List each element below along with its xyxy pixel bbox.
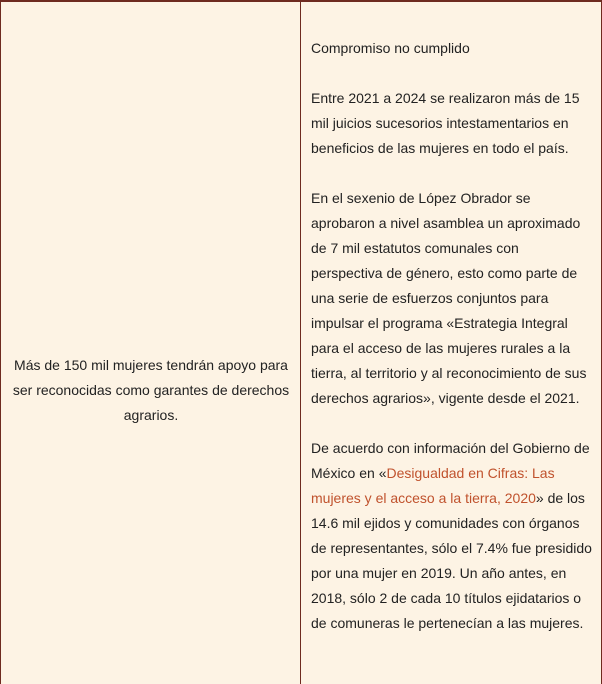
paragraph-3-intro: De acuerdo con información del Gobierno de México en « (311, 440, 590, 481)
paragraph-3-rest: » de los 14.6 mil ejidos y comunidades con órganos de representantes, sólo el 7.4% fue presidido por una mujer en 2019. Un año antes, en 2018, sólo 2 de cada 10 títulos ejidatarios o de comuneras le pertenecían a las mujeres. (311, 490, 592, 631)
commitment-text: Más de 150 mil mujeres tendrán apoyo para ser reconocidas como garantes de derechos agrarios. (12, 356, 290, 423)
desigualdad-en-cifras-link[interactable]: Desigualdad en Cifras: Las mujeres y el acceso a la tierra, 2020 (311, 465, 555, 506)
status-label: Compromiso no cumplido (311, 40, 470, 56)
evaluation-cell (311, 36, 593, 661)
column-divider (300, 0, 301, 684)
commitment-cell (2, 2, 300, 684)
evaluation-paragraph-3 (311, 436, 593, 636)
evaluation-paragraph-1: Entre 2021 a 2024 se realizaron más de 15 mil juicios sucesorios intestamentarios en beneficios de las mujeres en todo el país. (311, 90, 580, 156)
evaluation-paragraph-2: En el sexenio de López Obrador se aprobaron a nivel asamblea un aproximado de 7 mil estatutos comunales con perspectiva de género, esto como parte de una serie de esfuerzos conjuntos para impulsar el programa «Estrategia Integral para el acceso de las mujeres rurales a la tierra, al territorio y al reconocimiento de sus derechos agrarios», vigente desde el 2021. (311, 190, 587, 406)
